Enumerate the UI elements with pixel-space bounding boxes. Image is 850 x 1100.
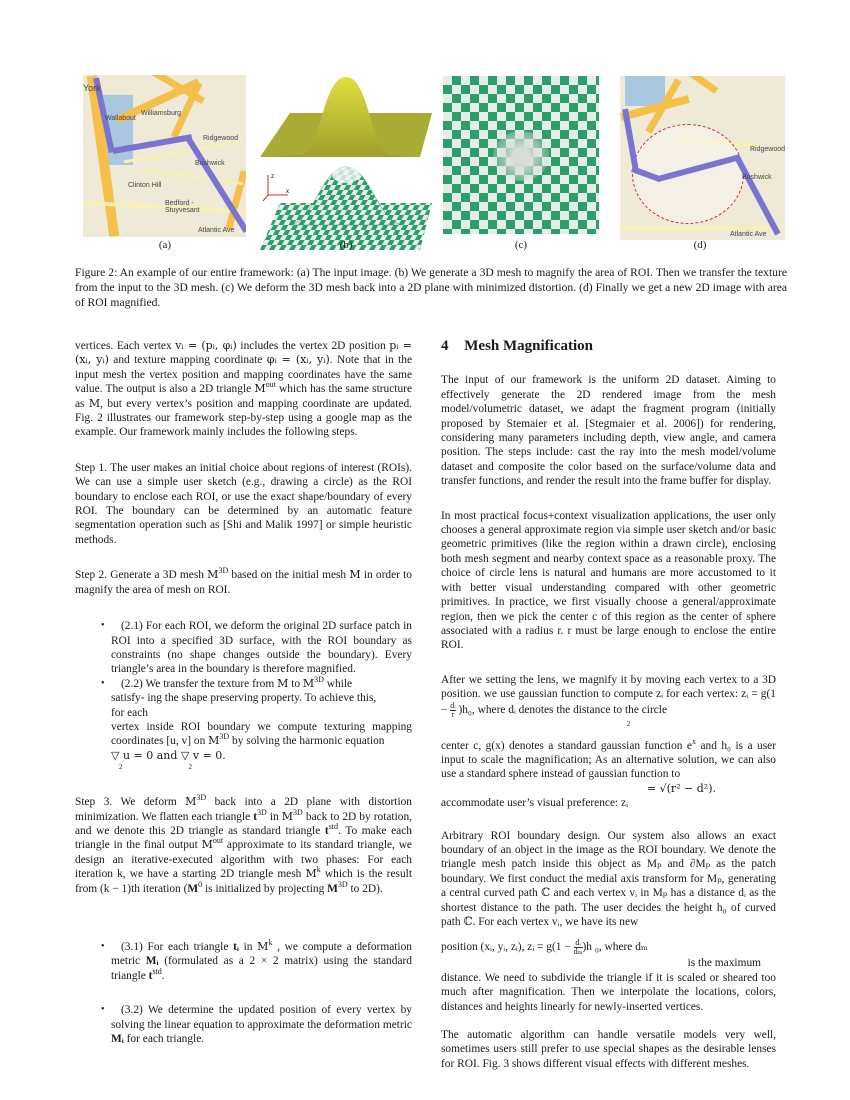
svg-text:z: z (271, 174, 274, 180)
figure-panel-b-mesh (260, 75, 432, 250)
figure-panel-d-magnified-map (620, 76, 785, 240)
harmonic-equation: ▽ u = 0 and ▽ v = 0. (111, 748, 226, 762)
panel-d-label: (d) (693, 239, 707, 251)
gaussian-mesh-graphic (260, 75, 432, 250)
bullet-icon: • (101, 677, 105, 689)
map-label: Wallabout (105, 115, 136, 122)
map-label: Bushwick (742, 174, 772, 181)
intro-paragraph: vertices. Each vertex vᵢ = (pᵢ, φᵢ) includes the vertex 2D position pᵢ = (xᵢ, yᵢ) and texture mapping coordinate φᵢ = (xᵢ, yᵢ). Note that in the input mesh the vertex position and mapping coordinates have the same value. The output is also a 2D triangle $M^{out}$ which has the same structure as M, but every vertex’s position and mapping coordinate are updated. Fig. 2 illustrates our framework step-by-step using a google map as the example. Our framework mainly includes the following steps. (75, 339, 413, 439)
map-label: Clinton Hill (128, 182, 162, 189)
map-label: Williamsburg (141, 110, 182, 117)
panel-c-label: (c) (514, 239, 528, 251)
bullet-icon: • (101, 620, 105, 632)
map-label: Bedford - Stuyvesant (165, 200, 200, 214)
bullet-3-1: • (3.1) For each triangle tᵢ in $M^k$ , we compute a deformation metric Mᵢ (formulated as a 2 × 2 matrix) using the standard triangle $t^{std}$. (101, 938, 412, 982)
step-3-paragraph: Step 3. We deform $M^{3D}$ back into a 2D plane with distortion minimization. We flatten each triangle $t^{3D}$ in $M^{3D}$ back to 2D by rotation, and we denote this 2D triangle as standard triangle $t^{std}$. To make each triangle in the final output $M^{out}$ approximate to its standard triangle, we design an iterative-executed algorithm with two phases: For each iteration k, we have a starting 2D triangle mesh $M^k$ which is the result from (k − 1)th iteration ($M^0$ is initialized by projecting $M^{3D}$ to 2D). (75, 793, 413, 895)
section-number: 4 (441, 338, 449, 354)
left-column (75, 339, 412, 1046)
figure-caption: Figure 2: An example of our entire framework: (a) The input image. (b) We generate a 3D mesh to magnify the area of ROI. Then we transfer the texture from the input to the 3D mesh. (c) We deform the 3D mesh back into a 2D plane with minimized distortion. (d) Finally we get a new 2D image with area of ROI magnified. (75, 266, 787, 309)
map-label: Atlantic Ave (730, 231, 767, 238)
figure-panel-a-map (83, 75, 246, 237)
bullet-3-2: • (3.2) We determine the updated position of every vertex by solving the linear equation to approximate the deformation metric Mᵢ for each triangle. (101, 1004, 412, 1046)
bullet-icon: • (101, 941, 105, 952)
section-heading (441, 339, 776, 353)
figure-panel-c-deformed-mesh (443, 76, 599, 234)
bullet-2-1: • (2.1) For each ROI, we deform the original 2D surface patch in ROI into a specified 3D surface, with the ROI boundary as constraints (no shape changes outside the boundary). Every triangle’s area in the boundary is therefore magnified. (101, 620, 412, 676)
paragraph-focus-context: In most practical focus+context visualization applications, the user only chooses a general approximate region via simple user sketch and/or basic geometric primitives (like the region within a drawn circle), enclosing both mesh segment and nearby context space as a reasonable proxy. The choice of circle lens is natural and humans are more accustomed to it with better visual understanding compared with other geometric primitives. In practice, we first visually choose a general/approximate region, then we pick the center c of this region as the center of sphere associated with a radius r. r must be large enough to enclose the entire ROI. (441, 509, 776, 652)
paragraph-input-framework: The input of our framework is the uniform 2D dataset. Aiming to effectively generate the 2D rendered image from the mesh model/volumetric dataset, we adapt the fragment program (initially proposed by Stemaier et al. [Stegmaier et al. 2006]) for rendering, considering many parameters including depth, view angle, and camera position. The steps include: cast the ray into the mesh model/volume dataset and composite the color based on the surface/volume data and transfer functions, and render the result into the frame buffer for display. (441, 374, 776, 488)
bullet-icon: • (101, 1004, 105, 1016)
svg-text:x: x (286, 189, 289, 195)
map-label: Bushwick (195, 160, 225, 167)
paragraph-lens-magnify: After we setting the lens, we magnify it by moving each vertex to a 3D position. we use gaussian function to compute zᵢ for each vertex: zᵢ = g(1 − $\frac{\text{dᵢ}}{r}$ )h₀, where dᵢ denotes the distance to the circle (441, 673, 776, 719)
paragraph-automatic-algorithm: The automatic algorithm can handle versatile models very well, sometimes users still prefer to use special shapes as the desirable lenses for ROI. Fig. 3 shows different visual effects with different meshes. (441, 1029, 776, 1070)
bullet-2-2: • (2.2) We transfer the texture from M to $M^{3D}$ while satisfy- ing the shape preserving property. To achieve this, for each vertex inside ROI boundary we compute texturing mapping coordinates [u, v] on $M^{3D}$ by solving the harmonic equation ▽ u = 0 and ▽ v = 0. 2 2 (101, 674, 412, 772)
step-2-paragraph: Step 2. Generate a 3D mesh $M^{3D}$ based on the initial mesh M in order to magnify the area of mesh on ROI. (75, 566, 412, 596)
map-label: Ridgewood (750, 146, 785, 153)
section-title: Mesh Magnification (464, 338, 593, 354)
map-label: Ridgewood (203, 135, 239, 142)
panel-a-label: (a) (158, 239, 172, 251)
paragraph-arbitrary-roi: Arbitrary ROI boundary design. Our system also allows an exact boundary of an object in the image as the ROI boundary. We denote the triangle mesh patch inside this object as Mₚ and ∂Mₚ as the patch boundary. We first conduct the medial axis transform for Mₚ, generating a central curved path ℂ and each vertex vᵢ in Mₚ has a distance dᵢ as the shortest distance to the path. The user decides the height h₀ of curved path ℂ. For each vertex vᵢ, we have its new (441, 829, 776, 928)
sphere-equation: = √(r² − d²). (646, 781, 716, 795)
right-column: 4 Mesh Magnification The input of our framework is the uniform 2D dataset. Aiming to effectively generate the 2D rendered image from the mesh model/volumetric dataset, we adapt the fragment program (initially proposed by Stemaier et al. [Stegmaier et al. 2006]) for rendering, considering many parameters including depth, view angle, and camera position. The steps include: cast the ray into the mesh model/volume dataset and composite the color based on the surface/volume data and transfer functions, and render the result into the frame buffer for display. In most practical focus+context visualization applications, the user only chooses a general approximate region via simple user sketch and/or basic geometric primitives (like the region within a drawn circle), enclosing both mesh segment and nearby context space as a reasonable proxy. The choice of circle lens is natural and humans are more accustomed to it with better visual understanding compared with other geometric primitives. In practice, we first visually choose a general/approximate region, then we pick the center c of this region as the center of sphere associated with a radius r. r must be large enough to enclose the entire ROI. After we setting the lens, we magnify it by moving each vertex to a 3D position. we use gaussian function to compute zᵢ for each vertex: zᵢ = g(1 − $\frac{\text{dᵢ}}{r}$ )h₀, where dᵢ denotes the distance to the circle 2 center c, g(x) denotes a standard gaussian function $e^x$ and h₀ is a user input to scale the magnification; As an alternative solution, we can also use a standard sphere instead of gaussian function to = √(r² − d²). accommodate user’s visual preference: zᵢ Arbitrary ROI boundary design. Our system also allows an exact boundary of an object in the image as the ROI boundary. We denote the triangle mesh patch inside this object as Mₚ and ∂Mₚ as the patch boundary. We first conduct the medial axis transform for Mₚ, generating a central curved path ℂ and each vertex vᵢ in Mₚ has a distance dᵢ as the shortest distance to the path. The user decides the height h₀ of curved path ℂ. For each vertex vᵢ, we have its new position (xᵢ, yᵢ, zᵢ), zᵢ = g(1 − $\frac{\text{dᵢ}}{\text{dₘ}}$ )h ₀, where dₘ is the maximum distance. We need to subdivide the triangle if it is scaled or sheared too much after magnification. Then we interpolate the locations, colors, distances and heights linearly for newly-inserted vertices. The automatic algorithm can handle versatile models very well, sometimes users still prefer to use special shapes as the desirable lenses for ROI. Fig. 3 shows different visual effects with different meshes. (441, 338, 776, 1070)
step-1-paragraph: Step 1. The user makes an initial choice about regions of interest (ROIs). We can use a simple user sketch (e.g., drawing a circle) as the ROI boundary to enclose each ROI, or use the exact shape/boundary of every ROI. The boundary can be determined by an automatic feature segmentation operation such as [Shi and Malik 1997] or simple heuristic methods. (75, 461, 412, 546)
map-label: Atlantic Ave (198, 227, 235, 234)
map-label: York (83, 83, 101, 93)
panel-b-label: (b) (339, 239, 353, 251)
